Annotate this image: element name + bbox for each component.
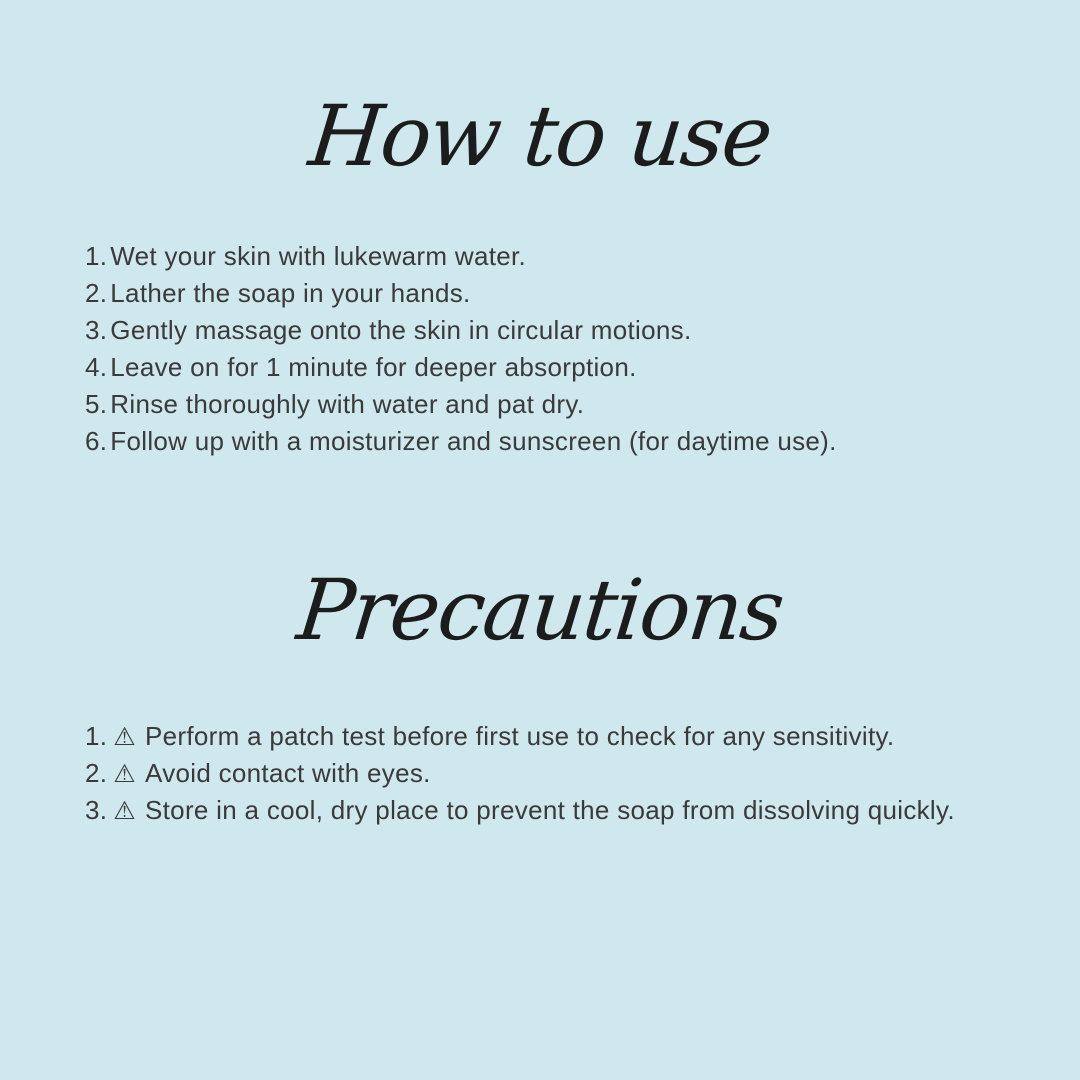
list-item bbox=[85, 238, 837, 275]
item-number: 2. bbox=[85, 278, 108, 308]
list-item bbox=[85, 755, 955, 792]
item-text: Leave on for 1 minute for deeper absorption. bbox=[110, 352, 637, 382]
precautions-list bbox=[85, 718, 955, 829]
item-number: 3. bbox=[85, 795, 108, 825]
item-text: Rinse thoroughly with water and pat dry. bbox=[110, 389, 585, 419]
item-text: Gently massage onto the skin in circular motions. bbox=[110, 315, 692, 345]
warning-icon: ⚠ bbox=[113, 796, 137, 825]
list-item bbox=[85, 718, 955, 755]
item-text: Perform a patch test before first use to check for any sensitivity. bbox=[145, 721, 895, 751]
item-number: 5. bbox=[85, 389, 108, 419]
item-number: 3. bbox=[85, 315, 108, 345]
list-item bbox=[85, 349, 837, 386]
list-item bbox=[85, 312, 837, 349]
how-to-use-heading: How to use bbox=[304, 87, 776, 185]
precautions-heading: Precautions bbox=[292, 561, 788, 659]
how-to-use-list bbox=[85, 238, 837, 460]
warning-icon: ⚠ bbox=[113, 722, 137, 751]
item-text: Wet your skin with lukewarm water. bbox=[110, 241, 527, 271]
item-text: Store in a cool, dry place to prevent the soap from dissolving quickly. bbox=[145, 795, 955, 825]
warning-icon: ⚠ bbox=[113, 759, 137, 788]
list-item bbox=[85, 275, 837, 312]
item-number: 4. bbox=[85, 352, 108, 382]
item-number: 1. bbox=[85, 241, 108, 271]
item-number: 6. bbox=[85, 426, 108, 456]
list-item bbox=[85, 423, 837, 460]
item-text: Lather the soap in your hands. bbox=[110, 278, 471, 308]
item-text: Avoid contact with eyes. bbox=[145, 758, 431, 788]
item-number: 2. bbox=[85, 758, 108, 788]
item-number: 1. bbox=[85, 721, 108, 751]
item-text: Follow up with a moisturizer and sunscreen (for daytime use). bbox=[110, 426, 837, 456]
list-item bbox=[85, 792, 955, 829]
list-item bbox=[85, 386, 837, 423]
